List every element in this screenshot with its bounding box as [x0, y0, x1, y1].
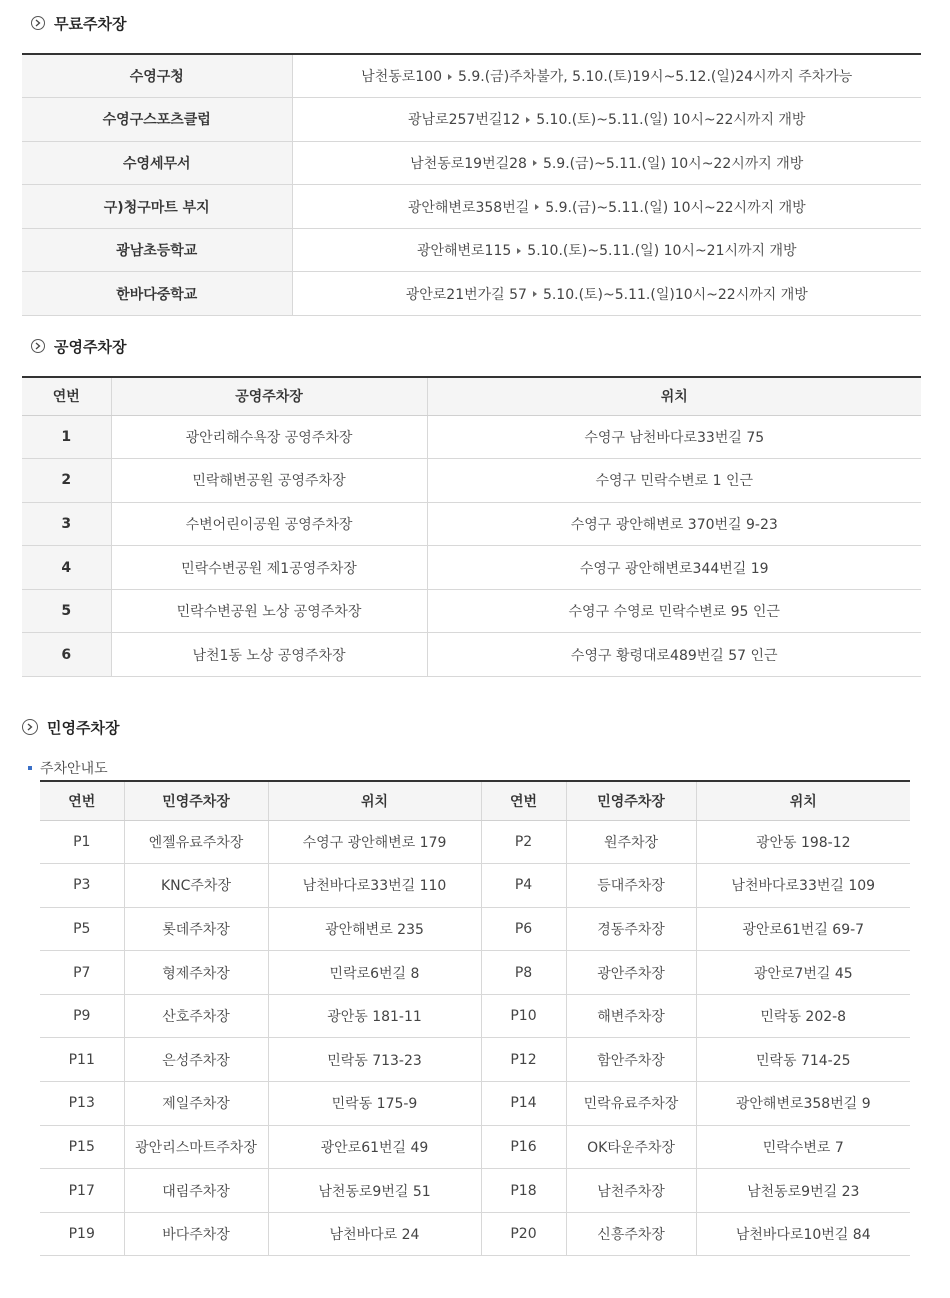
parking-info-cell [292, 272, 921, 316]
row-number: P1 [40, 820, 124, 864]
public-parking-title: 공영주차장 [54, 337, 127, 356]
row-number: 4 [22, 546, 111, 590]
parking-name: 제일주차장 [124, 1082, 268, 1126]
row-number: P11 [40, 1038, 124, 1082]
row-number: P9 [40, 994, 124, 1038]
row-number: P3 [40, 864, 124, 908]
row-number: P6 [481, 907, 566, 951]
table-row [22, 185, 921, 229]
row-number: 2 [22, 459, 111, 503]
table-row [22, 546, 921, 590]
table-row [40, 1125, 910, 1169]
parking-name: 민락해변공원 공영주차장 [111, 459, 427, 503]
parking-info-cell [292, 185, 921, 229]
table-row [22, 459, 921, 503]
private-parking-heading [22, 716, 119, 738]
parking-map-subheading [28, 758, 108, 778]
parking-location: 민락동 714-25 [696, 1038, 910, 1082]
parking-name: 광남초등학교 [22, 228, 292, 272]
parking-location: 남천바다로10번길 84 [696, 1212, 910, 1256]
parking-name: 수변어린이공원 공영주차장 [111, 502, 427, 546]
table-row [22, 54, 921, 98]
free-parking-table [22, 53, 921, 316]
table-row [40, 1082, 910, 1126]
column-header: 연번 [40, 781, 124, 820]
parking-name: 광안리해수욕장 공영주차장 [111, 415, 427, 459]
chevron-right-icon [31, 16, 45, 30]
private-parking-table [40, 780, 910, 1256]
private-parking-title: 민영주차장 [47, 718, 120, 737]
parking-name: 수영구스포츠클럽 [22, 98, 292, 142]
public-parking-table [22, 376, 921, 677]
table-row [40, 951, 910, 995]
parking-location: 남천바다로33번길 110 [268, 864, 481, 908]
table-row [40, 864, 910, 908]
parking-info-cell [292, 98, 921, 142]
parking-location: 민락수변로 7 [696, 1125, 910, 1169]
parking-name: 형제주차장 [124, 951, 268, 995]
row-number: P20 [481, 1212, 566, 1256]
parking-name: 민락유료주차장 [566, 1082, 696, 1126]
row-number: P5 [40, 907, 124, 951]
parking-name: 수영구청 [22, 54, 292, 98]
parking-name: 엔젤유료주차장 [124, 820, 268, 864]
parking-name: 광안리스마트주차장 [124, 1125, 268, 1169]
row-number: P14 [481, 1082, 566, 1126]
row-number: P13 [40, 1082, 124, 1126]
triangle-right-icon [533, 291, 537, 297]
row-number: 5 [22, 589, 111, 633]
parking-info-cell [292, 141, 921, 185]
parking-name: 경동주차장 [566, 907, 696, 951]
parking-name: 광안주차장 [566, 951, 696, 995]
parking-location: 광안동 198-12 [696, 820, 910, 864]
row-number: 3 [22, 502, 111, 546]
parking-schedule: 5.10.(토)~5.11.(일)10시~22시까지 개방 [542, 286, 808, 303]
parking-location: 수영구 남천바다로33번길 75 [427, 415, 921, 459]
parking-name: KNC주차장 [124, 864, 268, 908]
parking-name: 한바다중학교 [22, 272, 292, 316]
parking-name: 바다주차장 [124, 1212, 268, 1256]
column-header: 공영주차장 [111, 377, 427, 415]
parking-info-cell [292, 228, 921, 272]
parking-info-cell [292, 54, 921, 98]
chevron-right-icon [31, 339, 45, 353]
row-number: P12 [481, 1038, 566, 1082]
parking-address: 남천동로19번길28 [410, 155, 527, 172]
column-header: 민영주차장 [566, 781, 696, 820]
bullet-square-icon [28, 766, 32, 770]
parking-name: 원주차장 [566, 820, 696, 864]
parking-location: 수영구 광안해변로344번길 19 [427, 546, 921, 590]
triangle-right-icon [535, 204, 539, 210]
table-row [22, 228, 921, 272]
parking-location: 민락동 202-8 [696, 994, 910, 1038]
row-number: P10 [481, 994, 566, 1038]
parking-location: 남천바다로 24 [268, 1212, 481, 1256]
row-number: P17 [40, 1169, 124, 1213]
parking-address: 광안해변로115 [416, 243, 512, 260]
parking-location: 광안로61번길 69-7 [696, 907, 910, 951]
parking-address: 광남로257번길12 [408, 112, 521, 129]
row-number: P4 [481, 864, 566, 908]
column-header: 연번 [481, 781, 566, 820]
row-number: P16 [481, 1125, 566, 1169]
parking-location: 광안해변로 235 [268, 907, 481, 951]
free-parking-title: 무료주차장 [54, 14, 127, 33]
parking-location: 남천바다로33번길 109 [696, 864, 910, 908]
parking-location: 광안로61번길 49 [268, 1125, 481, 1169]
row-number: P18 [481, 1169, 566, 1213]
parking-schedule: 5.9.(금)주차불가, 5.10.(토)19시~5.12.(일)24시까지 주차가능 [458, 69, 853, 86]
parking-address: 남천동로100 [361, 69, 442, 86]
parking-name: 함안주차장 [566, 1038, 696, 1082]
parking-address: 광안해변로358번길 [407, 199, 530, 216]
table-row [40, 994, 910, 1038]
triangle-right-icon [533, 160, 537, 166]
table-header-row [22, 377, 921, 415]
table-row [22, 141, 921, 185]
parking-schedule: 5.10.(토)~5.11.(일) 10시~22시까지 개방 [536, 112, 806, 129]
table-row [22, 415, 921, 459]
parking-location: 남천동로9번길 23 [696, 1169, 910, 1213]
parking-name: 구)청구마트 부지 [22, 185, 292, 229]
parking-name: 민락수변공원 노상 공영주차장 [111, 589, 427, 633]
parking-address: 광안로21번가길 57 [405, 286, 527, 303]
triangle-right-icon [448, 74, 452, 80]
parking-schedule: 5.9.(금)~5.11.(일) 10시~22시까지 개방 [545, 199, 806, 216]
parking-name: 신흥주차장 [566, 1212, 696, 1256]
triangle-right-icon [526, 117, 530, 123]
row-number: 6 [22, 633, 111, 677]
parking-name: 은성주차장 [124, 1038, 268, 1082]
parking-schedule: 5.10.(토)~5.11.(일) 10시~21시까지 개방 [527, 243, 797, 260]
parking-name: 등대주차장 [566, 864, 696, 908]
table-row [22, 633, 921, 677]
parking-schedule: 5.9.(금)~5.11.(일) 10시~22시까지 개방 [542, 155, 804, 172]
column-header: 민영주차장 [124, 781, 268, 820]
table-header-row [40, 781, 910, 820]
parking-name: 대림주차장 [124, 1169, 268, 1213]
row-number: P2 [481, 820, 566, 864]
row-number: 1 [22, 415, 111, 459]
free-parking-heading [31, 12, 126, 34]
column-header: 위치 [268, 781, 481, 820]
table-row [40, 1169, 910, 1213]
parking-location: 수영구 황령대로489번길 57 인근 [427, 633, 921, 677]
column-header: 위치 [696, 781, 910, 820]
parking-location: 광안해변로358번길 9 [696, 1082, 910, 1126]
parking-name: 수영세무서 [22, 141, 292, 185]
row-number: P15 [40, 1125, 124, 1169]
parking-name: 남천1동 노상 공영주차장 [111, 633, 427, 677]
parking-location: 수영구 민락수변로 1 인근 [427, 459, 921, 503]
parking-location: 민락동 175-9 [268, 1082, 481, 1126]
table-row [40, 1212, 910, 1256]
parking-location: 남천동로9번길 51 [268, 1169, 481, 1213]
parking-name: 해변주차장 [566, 994, 696, 1038]
row-number: P7 [40, 951, 124, 995]
parking-name: OK타운주차장 [566, 1125, 696, 1169]
parking-name: 산호주차장 [124, 994, 268, 1038]
table-row [40, 820, 910, 864]
parking-location: 수영구 수영로 민락수변로 95 인근 [427, 589, 921, 633]
parking-location: 수영구 광안해변로 179 [268, 820, 481, 864]
table-row [22, 502, 921, 546]
parking-location: 수영구 광안해변로 370번길 9-23 [427, 502, 921, 546]
table-row [22, 589, 921, 633]
public-parking-heading [31, 335, 126, 357]
parking-name: 롯데주차장 [124, 907, 268, 951]
parking-location: 민락로6번길 8 [268, 951, 481, 995]
table-row [40, 907, 910, 951]
column-header: 연번 [22, 377, 111, 415]
triangle-right-icon [517, 248, 521, 254]
row-number: P8 [481, 951, 566, 995]
parking-location: 광안동 181-11 [268, 994, 481, 1038]
column-header: 위치 [427, 377, 921, 415]
parking-location: 광안로7번길 45 [696, 951, 910, 995]
parking-map-label: 주차안내도 [40, 761, 108, 777]
row-number: P19 [40, 1212, 124, 1256]
chevron-right-icon [22, 719, 38, 735]
parking-location: 민락동 713-23 [268, 1038, 481, 1082]
parking-name: 민락수변공원 제1공영주차장 [111, 546, 427, 590]
table-row [22, 98, 921, 142]
table-row [40, 1038, 910, 1082]
table-row [22, 272, 921, 316]
parking-name: 남천주차장 [566, 1169, 696, 1213]
